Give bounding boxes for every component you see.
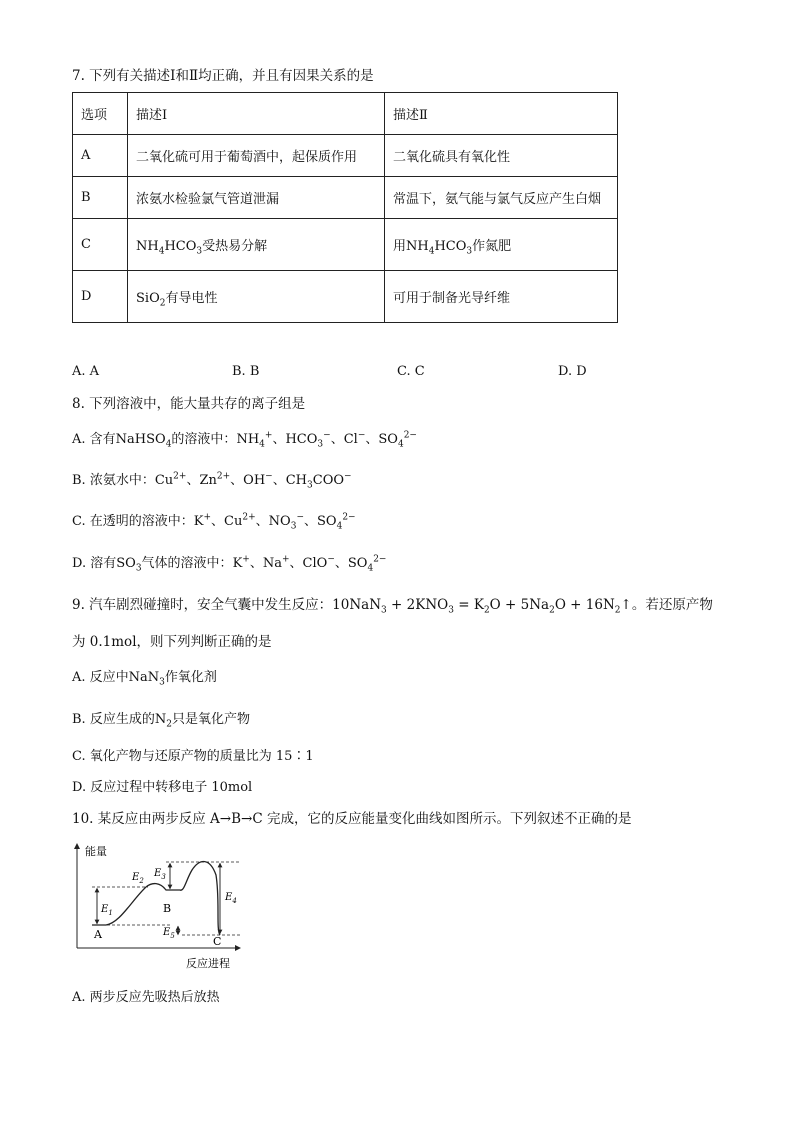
e2-label: $E_2$ <box>132 872 144 885</box>
q9-option-b: B. 反应生成的$N_2$只是氧化产物 <box>72 712 250 730</box>
row-b-desc1: 浓氨水检验氯气管道泄漏 <box>128 177 385 219</box>
row-c-option: C <box>73 219 128 271</box>
e4-label: $E_4$ <box>225 892 237 905</box>
point-c-label: C <box>213 935 222 948</box>
row-a-option: A <box>73 135 128 177</box>
q8-option-d: D. 溶有$SO_3$气体的溶液中：K+、Na+、ClO−、$SO_4^{2-}$ <box>72 554 387 574</box>
q7-choice-c: C. C <box>397 364 425 379</box>
table-header-row <box>73 93 618 135</box>
e3-label: $E_3$ <box>154 868 166 881</box>
row-b-desc2: 常温下，氨气能与氯气反应产生白烟 <box>385 177 618 219</box>
e5-label: $E_5$ <box>163 927 175 940</box>
q7-choice-a: A. A <box>72 364 100 379</box>
row-d-desc1: SiO$_2$有导电性 <box>128 271 385 323</box>
header-option: 选项 <box>73 93 128 135</box>
q9-option-c: C. 氧化产物与还原产物的质量比为 15∶1 <box>72 749 314 764</box>
x-axis-label: 反应进程 <box>186 957 230 970</box>
q10-stem: 10. 某反应由两步反应 A→B→C 完成，它的反应能量变化曲线如图所示。下列叙述不正确的是 <box>72 811 632 827</box>
header-desc1: 描述Ⅰ <box>128 93 385 135</box>
row-a-desc2: 二氧化硫具有氧化性 <box>385 135 618 177</box>
table-row-b <box>73 177 618 219</box>
row-c-desc1: $NH_4HCO_3$受热易分解 <box>128 219 385 271</box>
q7-choice-b: B. B <box>232 364 260 379</box>
e1-label: $E_1$ <box>101 904 113 917</box>
q7-stem: 7. 下列有关描述Ⅰ和Ⅱ均正确，并且有因果关系的是 <box>72 68 374 84</box>
point-b-label: B <box>163 902 172 915</box>
q10-option-a: A. 两步反应先吸热后放热 <box>72 990 220 1005</box>
row-a-desc1: 二氧化硫可用于葡萄酒中，起保质作用 <box>128 135 385 177</box>
q8-option-c: C. 在透明的溶液中：K+、$Cu^{2+}$、$NO_3^-$、$SO_4^{2-}$ <box>72 512 356 532</box>
energy-diagram <box>70 840 250 975</box>
row-d-option: D <box>73 271 128 323</box>
point-a-label: A <box>94 928 102 941</box>
q9-option-a: A. 反应中NaN$_3$作氧化剂 <box>72 670 217 688</box>
q9-option-d: D. 反应过程中转移电子 10mol <box>72 780 253 795</box>
q9-equation: $10NaN_3 + 2KNO_3 = K_2O + 5Na_2O$ + $16N_2↑$ <box>332 597 632 616</box>
y-axis-label: 能量 <box>85 845 107 858</box>
table-row-d <box>73 271 618 323</box>
q9-stem-line1: 9. 汽车剧烈碰撞时，安全气囊中发生反应：$10NaN_3 + 2KNO_3 = K_2O + 5Na_2O$ + $16N_2↑$。若还原产物 <box>72 597 713 616</box>
header-desc2: 描述Ⅱ <box>385 93 618 135</box>
q7-options-table <box>72 92 618 323</box>
q8-option-b: B. 浓氨水中：$Cu^{2+}$、$Zn^{2+}$、OH−、$CH_3COO^-$ <box>72 471 352 491</box>
row-c-desc2: 用$NH_4HCO_3$作氮肥 <box>385 219 618 271</box>
row-d-desc2: 可用于制备光导纤维 <box>385 271 618 323</box>
q9-stem-line2: 为 0.1mol，则下列判断正确的是 <box>72 634 272 650</box>
row-b-option: B <box>73 177 128 219</box>
table-row-a <box>73 135 618 177</box>
table-row-c <box>73 219 618 271</box>
q8-option-a: A. 含有NaHSO$_4$的溶液中：$NH_4^+$、$HCO_3^-$、Cl−、$SO_4^{2-}$ <box>72 430 417 450</box>
q7-choice-d: D. D <box>558 364 587 379</box>
q8-stem: 8. 下列溶液中，能大量共存的离子组是 <box>72 396 306 412</box>
